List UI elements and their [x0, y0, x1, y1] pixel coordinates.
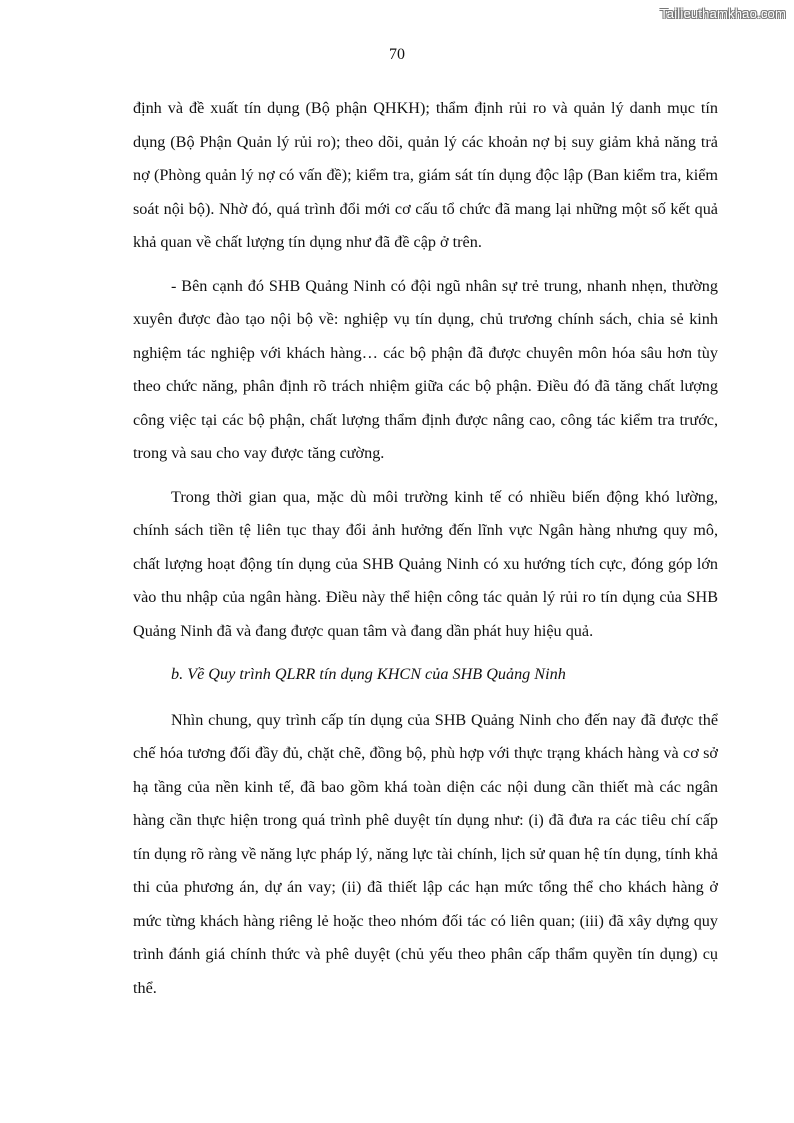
- paragraph-bullet-staff: - Bên cạnh đó SHB Quảng Ninh có đội ngũ nhân sự trẻ trung, nhanh nhẹn, thường xuyên được đào tạo nội bộ về: nghiệp vụ tín dụng, chủ trương chính sách, chia sẻ kinh nghiệm tác nghiệp với khách hàng… các bộ phận đã được chuyên môn hóa sâu hơn tùy theo chức năng, phân định rõ trách nhiệm giữa các bộ phận. Điều đó đã tăng chất lượng công việc tại các bộ phận, chất lượng thẩm định được nâng cao, công tác kiểm tra trước, trong và sau cho vay được tăng cường.: [133, 276, 718, 462]
- document-body: [133, 92, 718, 1015]
- watermark-text: Tailieuthamkhao.com: [660, 6, 786, 21]
- paragraph-credit-process: Nhìn chung, quy trình cấp tín dụng của SHB Quảng Ninh cho đến nay đã được thể chế hóa tương đối đầy đủ, chặt chẽ, đồng bộ, phù hợp với thực trạng khách hàng và cơ sở hạ tầng của nền kinh tế, đã bao gồm khá toàn diện các nội dung cần thiết mà các ngân hàng cần thực hiện trong quá trình phê duyệt tín dụng như: (i) đã đưa ra các tiêu chí cấp tín dụng rõ ràng về năng lực pháp lý, năng lực tài chính, lịch sử quan hệ tín dụng, tính khả thi của phương án, dự án vay; (ii) đã thiết lập các hạn mức tổng thể cho khách hàng ở mức từng khách hàng riêng lẻ hoặc theo nhóm đối tác có liên quan; (iii) đã xây dựng quy trình đánh giá chính thức và phê duyệt (chủ yếu theo phân cấp thẩm quyền tín dụng) cụ thể.: [133, 710, 718, 997]
- page-number: 70: [389, 46, 405, 63]
- section-heading-b: b. Về Quy trình QLRR tín dụng KHCN của SHB Quảng Ninh: [171, 665, 566, 683]
- paragraph-continuation: định và đề xuất tín dụng (Bộ phận QHKH); thẩm định rủi ro và quản lý danh mục tín dụng (Bộ Phận Quản lý rủi ro); theo dõi, quản lý các khoản nợ bị suy giảm khả năng trả nợ (Phòng quản lý nợ có vấn đề); kiểm tra, giám sát tín dụng độc lập (Ban kiểm tra, kiểm soát nội bộ). Nhờ đó, quá trình đổi mới cơ cấu tổ chức đã mang lại những một số kết quả khả quan về chất lượng tín dụng như đã đề cập ở trên.: [133, 99, 718, 251]
- paragraph-credit-quality: Trong thời gian qua, mặc dù môi trường kinh tế có nhiều biến động khó lường, chính sách tiền tệ liên tục thay đổi ảnh hưởng đến lĩnh vực Ngân hàng nhưng quy mô, chất lượng hoạt động tín dụng của SHB Quảng Ninh có xu hướng tích cực, đóng góp lớn vào thu nhập của ngân hàng. Điều này thể hiện công tác quản lý rủi ro tín dụng của SHB Quảng Ninh đã và đang được quan tâm và đang dần phát huy hiệu quả.: [133, 487, 718, 640]
